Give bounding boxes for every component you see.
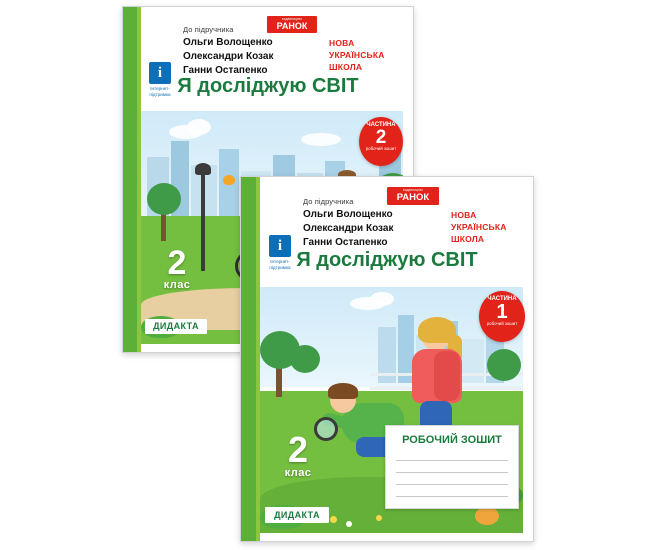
publisher-logo-text-front: РАНОК xyxy=(396,192,430,203)
book-1-grade-number: 2 xyxy=(287,429,309,470)
book-1-flower-3 xyxy=(376,515,382,521)
book-2-part-label: ЧАСТИНА xyxy=(366,122,396,128)
book-1-pre-title: До підручника xyxy=(303,197,354,206)
book-1-boy-hair xyxy=(328,383,358,399)
info-icon: i xyxy=(149,62,171,84)
book-2-badge-caption-2: підтримка xyxy=(149,91,171,97)
book-2-nush-line-2: УКРАЇНСЬКА xyxy=(329,50,385,61)
book-1-spine xyxy=(241,177,256,541)
book-2-grade-number: 2 xyxy=(167,244,187,282)
book-1-girl-jacket-shade xyxy=(434,351,460,401)
book-2-nush-line-1: НОВА xyxy=(329,38,355,48)
book-2-part-badge xyxy=(359,117,403,166)
book-1-inner xyxy=(241,177,533,541)
book-1-nush-line-3: ШКОЛА xyxy=(451,234,485,245)
book-2-title: Я досліджую СВІТ xyxy=(177,75,359,97)
book-1-flower-1 xyxy=(330,516,337,523)
book-2-nush-block xyxy=(329,37,385,73)
book-2-lamp-head xyxy=(195,163,211,175)
book-1-pumpkin xyxy=(475,507,499,525)
book-1-author-1: Ольги Волощенко xyxy=(303,209,393,220)
book-2-nush-line-3: ШКОЛА xyxy=(329,62,363,73)
book-cover-part-1[interactable] xyxy=(240,176,534,542)
publisher-logo-text: РАНОК xyxy=(276,21,308,31)
book-2-author-block xyxy=(183,25,313,77)
book-1-author-block xyxy=(303,197,435,249)
book-1-part-label: ЧАСТИНА xyxy=(487,296,517,302)
book-1-notebook-line-3 xyxy=(396,484,508,485)
book-1-part-sub: робочий зошит xyxy=(486,320,518,326)
book-2-butterfly xyxy=(223,175,235,185)
book-2-spine xyxy=(123,7,137,352)
book-1-part-badge xyxy=(479,291,525,342)
book-2-author-3: Ганни Остапенко xyxy=(183,64,268,76)
book-1-notebook-line-2 xyxy=(396,472,508,473)
publisher-logo-caption: видавництво xyxy=(281,17,303,21)
info-icon-front: i xyxy=(269,235,291,257)
book-1-series-badge: ДИДАКТА xyxy=(265,507,329,523)
book-1-tree-crown-2 xyxy=(290,345,320,373)
book-1-nush-line-1: НОВА xyxy=(451,210,477,220)
book-2-cloud-2 xyxy=(187,119,211,135)
book-1-flower-2 xyxy=(346,521,352,527)
book-1-title: Я досліджую СВІТ xyxy=(296,249,478,271)
book-2-badge-caption-1: Інтернет- xyxy=(150,86,170,91)
book-1-notebook-line-1 xyxy=(396,460,508,461)
book-1-notebook-title: РОБОЧИЙ ЗОШИТ xyxy=(402,434,502,446)
book-1-badge-caption-1: Інтернет- xyxy=(270,259,290,264)
book-1-notebook-panel xyxy=(385,425,519,509)
publisher-logo-caption-front: видавництво xyxy=(402,188,424,192)
book-1-notebook-line-4 xyxy=(396,496,508,497)
book-1-badge-caption-2: підтримка xyxy=(269,264,291,270)
book-1-part-number: 1 xyxy=(496,300,508,323)
book-1-grade-block xyxy=(265,429,331,480)
book-2-tree-crown-1 xyxy=(147,183,181,215)
book-2-part-sub: робочий зошит xyxy=(365,145,397,151)
book-2-grade-block xyxy=(145,244,209,292)
book-2-pre-title: До підручника xyxy=(183,25,234,34)
book-2-series-badge: ДИДАКТА xyxy=(145,319,207,334)
book-2-author-1: Ольги Волощенко xyxy=(183,37,273,48)
book-1-cloud-2 xyxy=(370,292,394,306)
book-2-cloud-3 xyxy=(301,133,341,146)
book-1-nush-line-2: УКРАЇНСЬКА xyxy=(451,222,507,233)
book-1-tree-crown-3 xyxy=(487,349,521,381)
book-1-author-3: Ганни Остапенко xyxy=(303,236,388,248)
book-1-nush-block xyxy=(451,209,507,245)
book-2-grade-word: клас xyxy=(163,279,191,292)
book-1-author-2: Олександри Козак xyxy=(303,222,394,234)
book-1-grade-word: клас xyxy=(284,467,312,480)
book-2-part-number: 2 xyxy=(375,126,387,148)
book-2-author-2: Олександри Козак xyxy=(183,50,274,62)
